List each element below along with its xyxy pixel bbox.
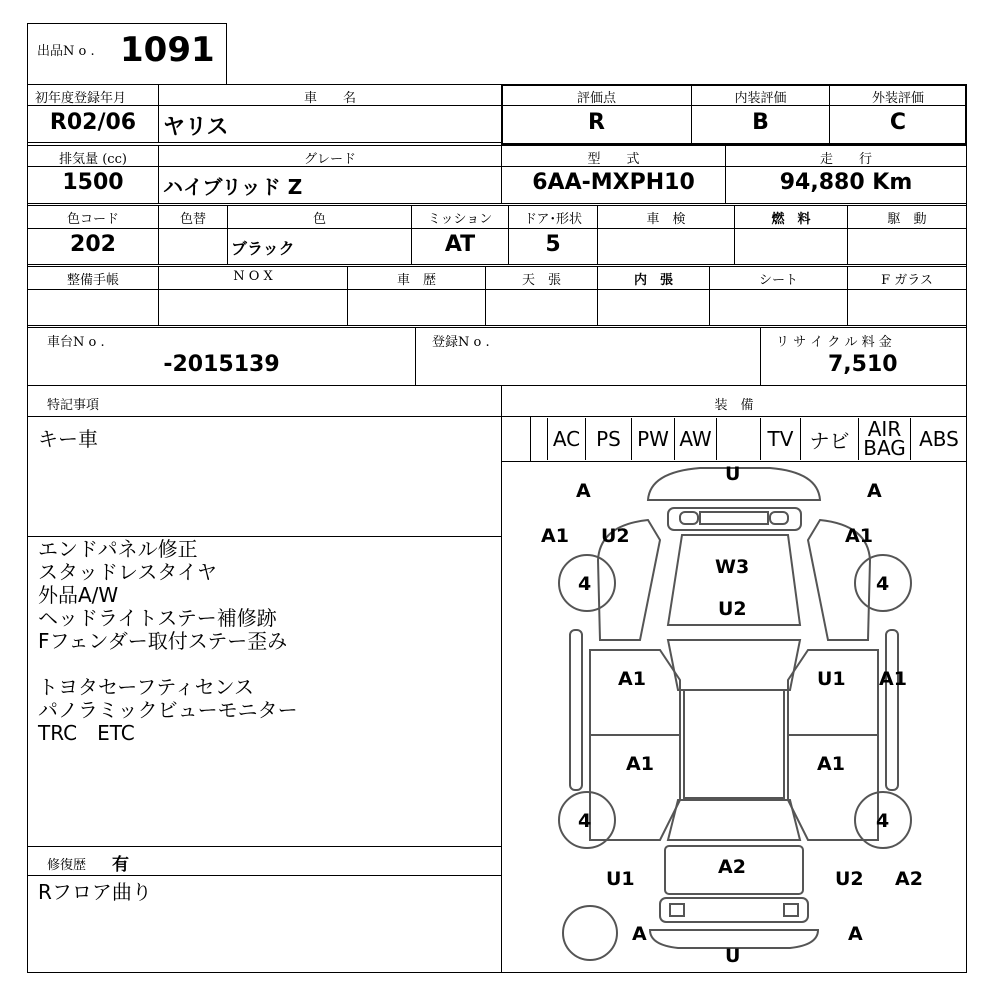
mark-tire-rl: 4: [578, 810, 592, 832]
interior-header: 内装評価: [734, 91, 787, 106]
notes-key-line: キー車: [38, 427, 98, 451]
equipment-blank-cell: [530, 416, 547, 462]
mark-rear-left-corner: A: [632, 923, 647, 945]
equipment-item: ABS: [910, 418, 967, 460]
exterior-header: 外装評価: [871, 91, 924, 106]
equipment-item: ナビ: [800, 418, 858, 460]
note-line: Fフェンダー取付ステー歪み: [38, 629, 288, 653]
ceiling-header: 天 張: [521, 273, 561, 288]
nox-header: N O X: [233, 269, 273, 284]
interior-value: B: [752, 110, 769, 135]
equipment-item: AW: [674, 418, 716, 460]
windshield-shape: [668, 640, 800, 690]
mark-right-rear-door: A1: [817, 753, 845, 775]
color-change-header: 色替: [179, 212, 206, 227]
inspection-cell: [597, 228, 735, 265]
door-header: ドア･形状: [523, 212, 583, 227]
seat-header: シート: [758, 273, 798, 288]
ceiling-cell: [485, 289, 598, 326]
mark-front-bumper: U: [725, 463, 741, 485]
equipment-item: PW: [631, 418, 674, 460]
score-value: R: [588, 110, 605, 135]
mark-headlight-area: U2: [601, 525, 630, 547]
left-rail-shape: [570, 630, 582, 790]
notes-header: 特記事項: [47, 398, 100, 413]
lot-number: 1091: [120, 30, 215, 70]
displacement-value: 1500: [62, 170, 124, 195]
inspection-header: 車 検: [646, 212, 686, 227]
transmission-header: ミッション: [427, 212, 493, 227]
note-line: 外品A/W: [38, 583, 119, 607]
maintenance-cell: [27, 289, 159, 326]
mark-rear-right-quarter: U2: [835, 868, 864, 890]
mark-rear-bumper: U: [725, 945, 741, 967]
note-line: ヘッドライトステー補修跡: [38, 606, 277, 630]
recycle-value: 7,510: [828, 352, 898, 377]
front-emblem-shape-2: [770, 512, 788, 524]
repair-detail: Rフロア曲り: [38, 880, 152, 904]
maintenance-header: 整備手帳: [66, 273, 119, 288]
spare-tire-shape: [563, 906, 617, 960]
interior-trim-header: 内 張: [633, 273, 673, 288]
mark-front-left-corner: A: [576, 480, 591, 502]
equipment-item: PS: [585, 418, 631, 460]
rear-window-shape: [668, 800, 800, 840]
mark-windshield: W3: [715, 556, 750, 578]
car-name-header: 車 名: [303, 91, 356, 106]
front-emblem-shape: [680, 512, 698, 524]
mark-rear-right-corner: A: [848, 923, 863, 945]
mileage-header: 走 行: [819, 152, 872, 167]
grade-value: ハイブリッド Z: [163, 175, 303, 199]
front-plate-shape: [700, 512, 768, 524]
note-line: TRC ETC: [38, 721, 135, 745]
note-line: [38, 653, 298, 676]
equipment-item: TV: [760, 418, 800, 460]
drive-header: 駆 動: [887, 212, 927, 227]
registration-header: 登録N o .: [432, 335, 490, 350]
note-line: トヨタセーフティセンス: [38, 675, 254, 699]
chassis-value: -2015139: [163, 352, 280, 377]
mark-tailgate: A2: [718, 856, 746, 878]
mileage-value: 94,880 Km: [779, 170, 913, 195]
mark-front-right-corner: A: [867, 480, 882, 502]
color-value: ブラック: [231, 239, 295, 258]
first-reg-header: 初年度登録年月: [35, 91, 127, 106]
lot-label: 出品N o .: [37, 44, 95, 59]
mark-rear-left-quarter: U1: [606, 868, 635, 890]
color-code-header: 色コード: [66, 212, 119, 227]
interior-trim-cell: [597, 289, 710, 326]
color-header: 色: [312, 212, 326, 227]
equipment-header: 装 備: [714, 398, 754, 413]
mark-left-rear-door: A1: [626, 753, 654, 775]
mark-left-front-door: A1: [618, 668, 646, 690]
f-glass-header: F ガラス: [881, 273, 933, 288]
seat-cell: [709, 289, 848, 326]
fuel-header: 燃 料: [771, 212, 811, 227]
mark-left-fender: A1: [541, 525, 569, 547]
note-line: スタッドレスタイヤ: [38, 560, 217, 584]
car-name-value: ヤリス: [163, 115, 229, 140]
grade-header: グレード: [303, 152, 356, 167]
rear-bumper-shape: [660, 898, 808, 922]
nox-cell: [158, 289, 348, 326]
model-header: 型 式: [587, 152, 640, 167]
transmission-value: AT: [444, 232, 476, 257]
note-line: エンドパネル修正: [38, 537, 198, 561]
rear-light-left-shape: [670, 904, 684, 916]
rear-light-right-shape: [784, 904, 798, 916]
roof-shape: [684, 690, 784, 798]
exterior-value: C: [889, 110, 907, 135]
mark-rear-right-outer: A2: [895, 868, 923, 890]
score-header: 評価点: [576, 91, 616, 106]
chassis-header: 車台N o .: [47, 335, 105, 350]
equipment-item: AIR BAG: [858, 418, 910, 460]
repair-header-cell: [27, 846, 502, 876]
model-value: 6AA-MXPH10: [532, 170, 695, 195]
mark-tire-fr: 4: [876, 573, 890, 595]
color-change-cell: [158, 228, 228, 265]
repair-value: 有: [112, 855, 129, 875]
displacement-header: 排気量 (cc): [59, 152, 127, 167]
mark-right-fender: A1: [845, 525, 873, 547]
f-glass-cell: [847, 289, 967, 326]
mark-right-mirror-side: A1: [879, 668, 907, 690]
car-diagram: [501, 461, 967, 973]
repair-label: 修復歴: [47, 858, 87, 873]
color-code-value: 202: [70, 232, 116, 257]
mark-tire-fl: 4: [578, 573, 592, 595]
drive-cell: [847, 228, 967, 265]
mark-tire-rr: 4: [876, 810, 890, 832]
history-cell: [347, 289, 486, 326]
notes-lines: [38, 538, 298, 745]
history-header: 車 歴: [396, 273, 436, 288]
mark-right-front-door: U1: [817, 668, 846, 690]
door-value: 5: [545, 232, 561, 257]
first-reg-value: R02/06: [49, 110, 137, 135]
recycle-header: リ サ イ ク ル 料 金: [776, 335, 892, 350]
right-rail-shape: [886, 630, 898, 790]
equipment-item: AC: [547, 418, 585, 460]
fuel-cell: [734, 228, 848, 265]
mark-hood: U2: [718, 598, 747, 620]
note-line: パノラミックビューモニター: [38, 698, 298, 722]
equipment-item: [716, 418, 760, 460]
